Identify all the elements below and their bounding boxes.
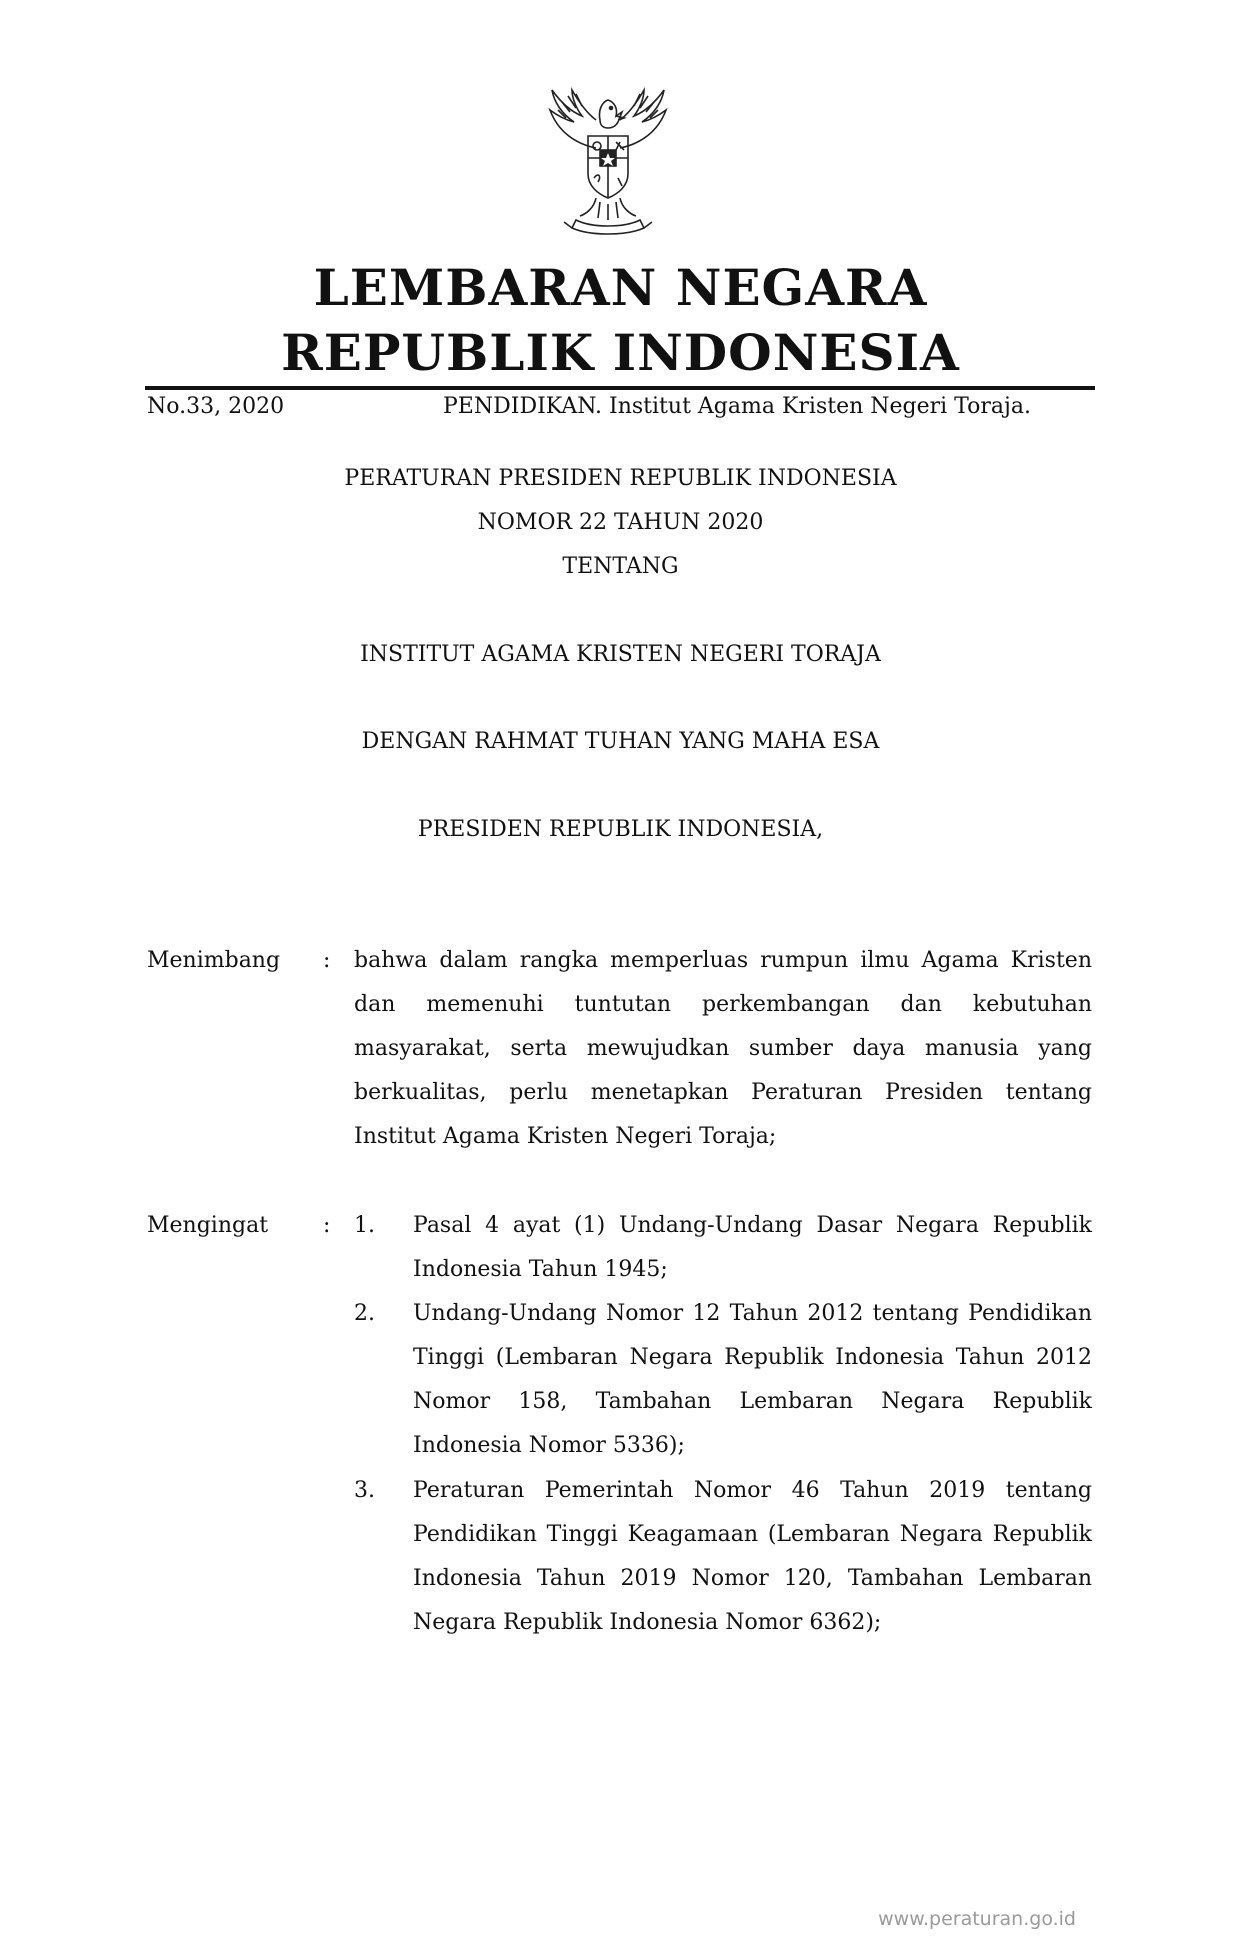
mengingat-colon: : — [323, 1213, 331, 1238]
menimbang-label: Menimbang — [147, 948, 281, 973]
mengingat-item-number: 1. — [354, 1213, 375, 1238]
regulation-number: NOMOR 22 TAHUN 2020 — [477, 510, 764, 535]
mengingat-item-text: Peraturan Pemerintah Nomor 46 Tahun 2019 tentang Pendidikan Tinggi Keagamaan (Lembaran Negara Republik Indonesia Tahun 2019 Nomor 120, Tambahan Lembaran Negara Republik Indonesia Nomor 6362); — [413, 1478, 1092, 1635]
regulation-subject: INSTITUT AGAMA KRISTEN NEGERI TORAJA — [360, 642, 881, 667]
regulation-type: PERATURAN PRESIDEN REPUBLIK INDONESIA — [344, 466, 897, 491]
regulation-president: PRESIDEN REPUBLIK INDONESIA, — [417, 817, 824, 842]
mengingat-item-text: Pasal 4 ayat (1) Undang-Undang Dasar Negara Republik Indonesia Tahun 1945; — [413, 1213, 1092, 1282]
garuda-emblem-icon — [536, 86, 680, 242]
menimbang-text: bahwa dalam rangka memperluas rumpun ilmu Agama Kristen dan memenuhi tuntutan perkembangan dan kebutuhan masyarakat, serta mewujudkan sumber daya manusia yang berkualitas, perlu menetapkan Peraturan Presiden tentang Institut Agama Kristen Negeri Toraja; — [354, 948, 1092, 1149]
regulation-blessing: DENGAN RAHMAT TUHAN YANG MAHA ESA — [361, 729, 880, 754]
footer-url: www.peraturan.go.id — [878, 1908, 1076, 1930]
menimbang-colon: : — [323, 948, 331, 973]
mengingat-item-number: 2. — [354, 1301, 375, 1326]
mengingat-label: Mengingat — [147, 1213, 269, 1238]
gazette-subject: PENDIDIKAN. Institut Agama Kristen Negeri Toraja. — [443, 394, 1031, 419]
gazette-number: No.33, 2020 — [147, 394, 285, 419]
mengingat-item-number: 3. — [354, 1478, 375, 1503]
regulation-tentang: TENTANG — [562, 554, 679, 579]
header-divider — [145, 386, 1095, 390]
gazette-title-line2: REPUBLIK INDONESIA — [281, 323, 960, 382]
mengingat-item-text: Undang-Undang Nomor 12 Tahun 2012 tentang Pendidikan Tinggi (Lembaran Negara Republik Indonesia Tahun 2012 Nomor 158, Tambahan Lembaran Negara Republik Indonesia Nomor 5336); — [413, 1301, 1092, 1458]
gazette-title-line1: LEMBARAN NEGARA — [313, 258, 928, 317]
